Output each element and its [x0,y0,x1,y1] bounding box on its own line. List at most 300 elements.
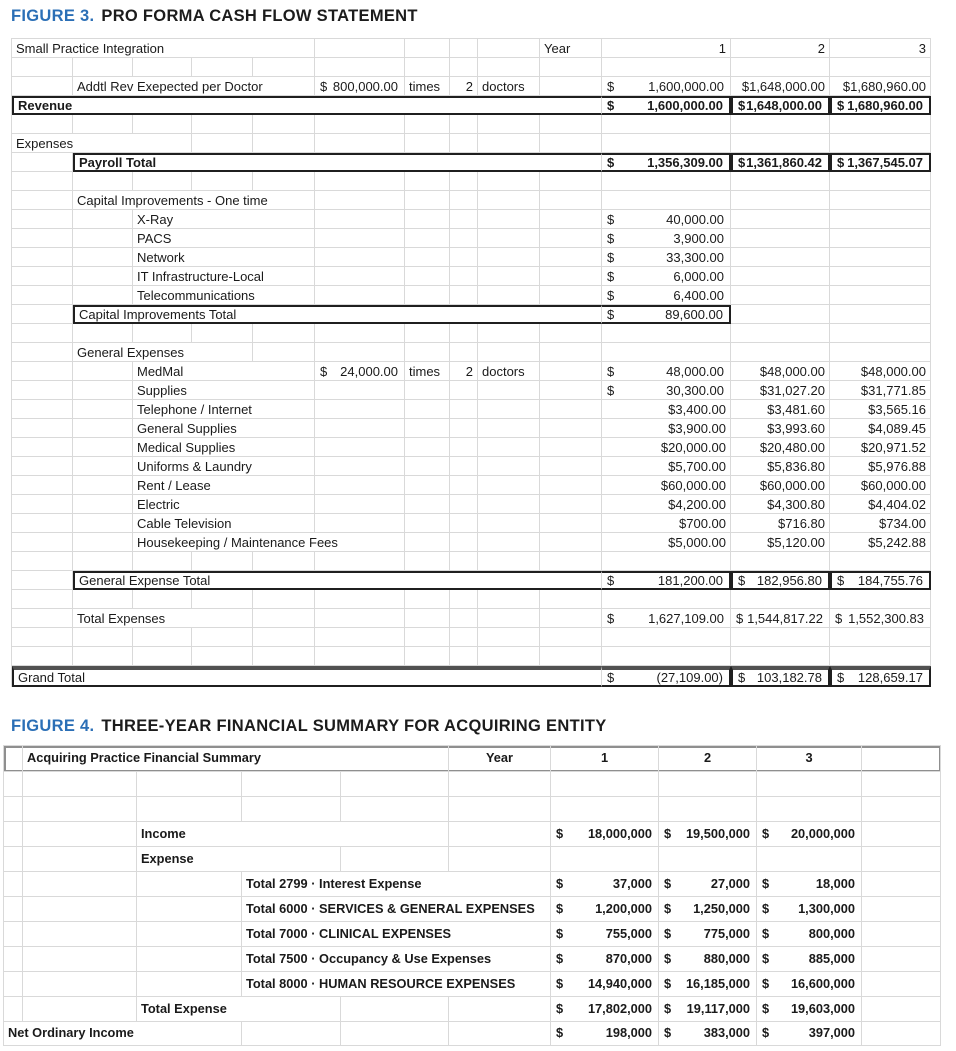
empty-cell [862,922,941,947]
table-cell: Total 8000 · HUMAN RESOURCE EXPENSES [242,972,551,997]
empty-cell [731,248,830,267]
table-cell: Expenses [12,134,192,153]
empty-cell [478,324,540,343]
empty-cell [757,772,862,797]
empty-cell [405,457,450,476]
empty-cell [12,590,73,609]
table-row [12,229,931,248]
table-row [12,647,931,666]
empty-cell [405,134,450,153]
empty-cell [253,58,315,77]
figure4-title-text: THREE-YEAR FINANCIAL SUMMARY FOR ACQUIRING ENTITY [101,717,607,735]
empty-cell [12,343,73,362]
empty-cell [242,772,341,797]
table-cell [551,997,659,1022]
empty-cell [478,39,540,58]
empty-cell [450,229,478,248]
table-cell: 2 [659,746,757,772]
table-cell [659,872,757,897]
table-cell: Total 7500 · Occupancy & Use Expenses [242,947,551,972]
empty-cell [602,590,731,609]
empty-cell [73,647,133,666]
table-cell: $1,648,000.00 [731,77,830,96]
cell-text: 181,200.00 [657,573,723,588]
empty-cell [659,797,757,822]
empty-cell [4,872,23,897]
empty-cell [73,267,133,286]
cell-text: 48,000.00 [666,363,724,379]
table-cell [602,153,731,172]
empty-cell [192,58,253,77]
cell-text: $ [762,925,770,941]
cell-text: $ [762,825,770,841]
empty-cell [315,647,405,666]
empty-cell [4,772,23,797]
table-cell [551,822,659,847]
table-cell [551,872,659,897]
figure4-label: FIGURE 4. [11,717,95,735]
empty-cell [253,552,315,571]
empty-cell [73,400,133,419]
cell-text: 33,300.00 [666,249,724,265]
empty-cell [862,847,941,872]
empty-cell [405,286,450,305]
empty-cell [133,172,192,191]
empty-cell [478,286,540,305]
table-row [4,1022,941,1046]
cell-text: 383,000 [703,1025,750,1041]
table-cell [659,1022,757,1046]
empty-cell [405,438,450,457]
empty-cell [315,590,405,609]
table-row [4,972,941,997]
empty-cell [540,362,602,381]
table-cell: times [405,77,450,96]
table-cell [757,972,862,997]
empty-cell [133,590,192,609]
empty-cell [73,590,133,609]
empty-cell [478,172,540,191]
table-cell: Telecommunications [133,286,315,305]
empty-cell [315,134,405,153]
empty-cell [862,872,941,897]
empty-cell [192,134,253,153]
empty-cell [315,343,405,362]
empty-cell [137,897,242,922]
cell-text: 800,000 [808,925,855,941]
table-cell: $3,565.16 [830,400,931,419]
cell-text: $ [556,950,564,966]
cell-text: 19,603,000 [790,1000,855,1016]
empty-cell [73,438,133,457]
cell-text: 128,659.17 [857,670,923,685]
empty-cell [23,997,137,1022]
cell-text: $ [837,155,845,170]
cell-text: $ [738,98,746,113]
cell-text: 18,000 [815,875,855,891]
table-cell: $4,404.02 [830,495,931,514]
empty-cell [540,77,602,96]
cell-text: 6,400.00 [673,287,724,303]
table-cell: $20,480.00 [731,438,830,457]
figure4-title [11,717,607,736]
empty-cell [450,39,478,58]
empty-cell [540,552,602,571]
table-cell [830,666,931,687]
empty-cell [478,628,540,647]
empty-cell [862,797,941,822]
cell-text: 19,117,000 [686,1000,750,1016]
empty-cell [192,324,253,343]
empty-cell [540,457,602,476]
table-cell [602,666,731,687]
empty-cell [540,419,602,438]
empty-cell [478,514,540,533]
empty-cell [450,533,478,552]
empty-cell [602,552,731,571]
empty-cell [73,457,133,476]
empty-cell [478,115,540,134]
table-row [12,609,931,628]
cell-text: $ [556,1025,564,1041]
table-cell [551,1022,659,1046]
table-cell [757,822,862,847]
cell-text: 16,185,000 [685,975,750,991]
empty-cell [405,381,450,400]
empty-cell [23,847,137,872]
table-cell: $60,000.00 [602,476,731,495]
table-row [12,628,931,647]
table-cell: doctors [478,362,540,381]
empty-cell [12,457,73,476]
empty-cell [540,647,602,666]
table-row [4,847,941,872]
table-cell: Housekeeping / Maintenance Fees [133,533,405,552]
empty-cell [602,324,731,343]
cell-text: 1,600,000.00 [647,98,723,113]
table-cell: 2 [450,362,478,381]
table-cell [731,609,830,628]
table-cell: PACS [133,229,315,248]
table-row [12,438,931,457]
empty-cell [341,997,449,1022]
empty-cell [602,115,731,134]
empty-cell [253,324,315,343]
cell-text: $ [664,975,672,991]
table-cell [315,77,405,96]
empty-cell [133,552,192,571]
table-row [12,267,931,286]
table-row [12,324,931,343]
empty-cell [830,647,931,666]
empty-cell [253,647,315,666]
table-cell: Net Ordinary Income [4,1022,242,1046]
empty-cell [405,58,450,77]
empty-cell [73,286,133,305]
cell-text: $ [664,875,672,891]
empty-cell [23,797,137,822]
empty-cell [478,400,540,419]
table-cell [757,872,862,897]
empty-cell [757,847,862,872]
empty-cell [830,210,931,229]
cell-text: 27,000 [710,875,750,891]
empty-cell [830,229,931,248]
empty-cell [133,628,192,647]
empty-cell [450,286,478,305]
empty-cell [757,797,862,822]
empty-cell [450,628,478,647]
table-row [12,39,931,58]
empty-cell [405,191,450,210]
table-cell: doctors [478,77,540,96]
cell-text: $ [607,382,615,398]
empty-cell [253,609,315,628]
empty-cell [315,248,405,267]
empty-cell [540,381,602,400]
empty-cell [23,772,137,797]
empty-cell [12,514,73,533]
empty-cell [4,947,23,972]
empty-cell [540,58,602,77]
empty-cell [450,647,478,666]
cell-text: 18,000,000 [587,825,652,841]
empty-cell [73,495,133,514]
empty-cell [73,381,133,400]
table-cell: Total Expense [137,997,341,1022]
empty-cell [4,822,23,847]
empty-cell [830,172,931,191]
empty-cell [450,381,478,400]
table-cell: General Supplies [133,419,315,438]
empty-cell [450,609,478,628]
table-cell [659,997,757,1022]
empty-cell [862,897,941,922]
empty-cell [830,286,931,305]
table-cell: Grand Total [12,666,602,687]
empty-cell [73,58,133,77]
empty-cell [731,229,830,248]
empty-cell [731,191,830,210]
empty-cell [450,476,478,495]
table-cell [731,96,830,115]
empty-cell [450,248,478,267]
cell-text: $ [607,363,615,379]
empty-cell [12,438,73,457]
empty-cell [731,115,830,134]
empty-cell [315,381,405,400]
empty-cell [405,476,450,495]
cell-text: $ [607,670,615,685]
empty-cell [731,343,830,362]
table-row [4,947,941,972]
empty-cell [192,552,253,571]
empty-cell [405,229,450,248]
table-row [12,514,931,533]
financial-summary-table [3,745,941,1046]
empty-cell [405,628,450,647]
empty-cell [137,797,242,822]
empty-cell [405,495,450,514]
table-cell: $1,680,960.00 [830,77,931,96]
empty-cell [12,210,73,229]
empty-cell [450,457,478,476]
table-row [12,172,931,191]
table-cell: General Expenses [73,343,253,362]
empty-cell [478,134,540,153]
empty-cell [137,972,242,997]
table-cell: $5,700.00 [602,457,731,476]
table-row [12,96,931,115]
empty-cell [450,419,478,438]
empty-cell [405,343,450,362]
cell-text: $ [607,287,615,303]
table-cell: MedMal [133,362,315,381]
cell-text: $ [556,1000,564,1016]
empty-cell [4,922,23,947]
empty-cell [478,590,540,609]
empty-cell [315,58,405,77]
empty-cell [4,897,23,922]
cell-text: $ [837,573,845,588]
cell-text: $ [556,900,564,916]
table-row [4,746,941,772]
cell-text: $ [607,249,615,265]
cell-text: 20,000,000 [790,825,855,841]
empty-cell [450,590,478,609]
table-cell: $4,200.00 [602,495,731,514]
table-cell: $3,900.00 [602,419,731,438]
empty-cell [23,947,137,972]
empty-cell [449,997,551,1022]
table-cell [602,609,731,628]
empty-cell [405,419,450,438]
cell-text: 40,000.00 [666,211,724,227]
empty-cell [450,438,478,457]
table-cell [602,229,731,248]
empty-cell [315,210,405,229]
table-cell: 1 [551,746,659,772]
empty-cell [315,400,405,419]
table-cell: $48,000.00 [731,362,830,381]
empty-cell [192,172,253,191]
table-cell: Addtl Rev Exepected per Doctor [73,77,315,96]
cell-text: $ [738,573,746,588]
empty-cell [242,1022,341,1046]
table-row [12,305,931,324]
table-cell: $31,027.20 [731,381,830,400]
table-cell [551,947,659,972]
empty-cell [478,609,540,628]
table-cell: Uniforms & Laundry [133,457,315,476]
table-cell: $716.80 [731,514,830,533]
empty-cell [73,324,133,343]
table-row [12,362,931,381]
empty-cell [4,847,23,872]
empty-cell [23,872,137,897]
empty-cell [731,628,830,647]
empty-cell [540,438,602,457]
empty-cell [12,400,73,419]
empty-cell [73,552,133,571]
empty-cell [315,476,405,495]
empty-cell [341,772,449,797]
empty-cell [830,590,931,609]
empty-cell [450,210,478,229]
table-row [12,533,931,552]
table-cell: Total 6000 · SERVICES & GENERAL EXPENSES [242,897,551,922]
cell-text: 184,755.76 [857,573,923,588]
cell-text: 1,367,545.07 [847,155,923,170]
empty-cell [540,134,602,153]
cell-text: $ [607,573,615,588]
cell-text: 30,300.00 [666,382,724,398]
empty-cell [12,286,73,305]
empty-cell [137,922,242,947]
empty-cell [12,172,73,191]
table-cell: Telephone / Internet [133,400,315,419]
cell-text: $ [762,975,770,991]
empty-cell [478,248,540,267]
table-row [12,210,931,229]
table-cell [830,96,931,115]
empty-cell [449,772,551,797]
empty-cell [540,191,602,210]
empty-cell [73,115,133,134]
figure3-label: FIGURE 3. [11,7,95,25]
empty-cell [830,305,931,324]
empty-cell [4,746,23,772]
table-cell [731,666,830,687]
table-cell [757,1022,862,1046]
empty-cell [133,58,192,77]
cell-text: $ [738,155,746,170]
empty-cell [478,476,540,495]
empty-cell [405,39,450,58]
empty-cell [450,552,478,571]
empty-cell [830,628,931,647]
table-cell: times [405,362,450,381]
table-cell [830,153,931,172]
table-row [4,897,941,922]
empty-cell [253,590,315,609]
table-cell: Small Practice Integration [12,39,315,58]
table-cell [659,822,757,847]
table-row [12,115,931,134]
table-row [12,343,931,362]
empty-cell [478,381,540,400]
table-row [12,286,931,305]
table-cell [602,305,731,324]
table-cell: 2 [450,77,478,96]
empty-cell [253,134,315,153]
cell-text: $ [762,1000,770,1016]
cell-text: 103,182.78 [756,670,822,685]
empty-cell [478,210,540,229]
empty-cell [659,772,757,797]
empty-cell [602,343,731,362]
empty-cell [731,134,830,153]
empty-cell [830,324,931,343]
cell-text: $ [762,1025,770,1041]
empty-cell [12,552,73,571]
empty-cell [731,172,830,191]
empty-cell [73,628,133,647]
empty-cell [862,746,941,772]
table-cell: $3,400.00 [602,400,731,419]
empty-cell [450,115,478,134]
empty-cell [478,419,540,438]
